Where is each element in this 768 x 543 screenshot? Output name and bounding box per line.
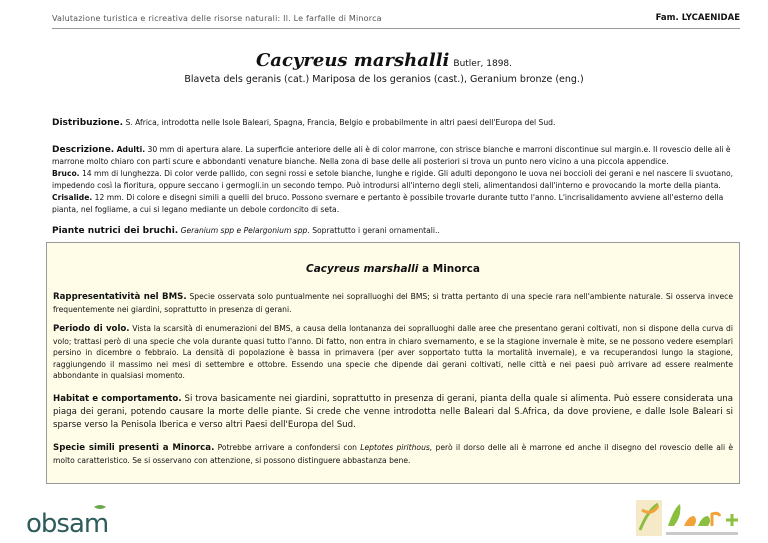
obsam-logo xyxy=(24,503,134,539)
bms-section xyxy=(53,291,733,315)
habitat-text: Si trova basicamente nei giardini, soprattutto in presenza di gerani, pianta della quale si alimenta. Può essere considerata una piaga dei gerani, potendo causare la morte delle piante. Si crede che venne introdotta nelle Baleari dal S.Africa, da dove proviene, e dalle Isole Baleari si sparse verso la Penisola Iberica e verso altri Paesi dell'Europa del Sud. xyxy=(53,394,734,430)
header-divider xyxy=(52,28,740,29)
species-title xyxy=(0,50,768,71)
species-name: Cacyreus marshalli xyxy=(255,50,450,71)
distribution-section xyxy=(52,117,742,129)
header-doc-title: Valutazione turistica e ricreativa delle risorse naturali: Il. Le farfalle di Minorca xyxy=(52,14,382,23)
description-section xyxy=(52,144,742,216)
description-label: Descrizione. xyxy=(52,145,115,155)
similar-species: Leptotes pirithous, xyxy=(360,443,433,452)
flight-label: Periodo di volo. xyxy=(53,324,130,334)
larva-text: 14 mm di lunghezza. Di color verde pallido, con segni rossi e setole bianche, lunghe e rigide. Gli adulti depongono le uova nei boccioli dei gerani e nel nascere li svuotano, impedendo così la fioritura, oppure seccano i germogli.in un secondo tempo. Può introdursi all'interno degli steli, alimentandosi dall'interno e provocando la morte della pianta. xyxy=(52,169,734,190)
minorca-title-rest: a Minorca xyxy=(422,263,480,275)
adult-text: 30 mm di apertura alare. La superficie anteriore delle ali è di color marrone, con strisce bianche e marroni discontinue sul margin.e. Il rovescio delle ali è marrone molto chiaro con parti scure e abbondanti venature bianche. Nella zona di base delle ali posteriori si trova un punto nero vicino a una piccola appendice. xyxy=(52,145,731,166)
flight-text: Vista la scarsità di enumerazioni del BMS, a causa della lontananza dei sopralluoghi dalle aree che presentano gerani coltivati, non si dispone della curva di volo; trattasi però di una specie che vola durante quasi tutto l'anno. Di fatto, non entra in chiaro svernamento, e se la stagione invernale è mite, se ne possono vedere esemplari persino in dicembre o febbraio. La densità di popolazione è bassa in primavera (per aver sopportato tutta la mortalità invernale), e va recuperandosi lungo la stagione, raggiungendo il massimo nei mesi di settembre e ottobre. Essendo una specie che dipende dai gerani coltivati, nelle città e nei paesi può arrivare ad essere realmente abbondante in qualsiasi momento. xyxy=(53,324,733,380)
larva-label: Bruco. xyxy=(52,169,80,178)
species-author: Butler, 1898. xyxy=(453,59,513,69)
similar-text-2: però il dorso delle ali è marrone ed anche il disegno del rovescio delle ali è molto caratteristico. Se si osservano con attenzione, si possono distinguere abbastanza bene. xyxy=(53,443,734,465)
food-plants: Geranium spp e Pelargonium spp. xyxy=(180,226,310,235)
pupa-text: 12 mm. Di colore e disegni simili a quelli del bruco. Possono svernare e pertanto è possibile trovarle durante tutto l'anno. L'incrisalidamento avviene all'esterno della pianta, nel fogliame, a cui si legano mediante un debole cordoncito di seta. xyxy=(52,193,724,214)
obsam-logo-text: obsam xyxy=(26,509,109,539)
minorca-title-species: Cacyreus marshalli xyxy=(306,263,419,275)
leader-logo-icon xyxy=(636,496,740,540)
food-text: Soprattutto i gerani ornamentali.. xyxy=(312,226,440,235)
flight-section xyxy=(53,323,733,382)
habitat-section xyxy=(53,393,733,432)
adult-label: Adulti. xyxy=(116,145,146,154)
header-family: Fam. LYCAENIDAE xyxy=(655,13,740,23)
distribution-label: Distribuzione. xyxy=(52,118,124,128)
habitat-label: Habitat e comportamento. xyxy=(53,394,182,404)
similar-label: Specie simili presenti a Minorca. xyxy=(53,443,215,453)
food-label: Piante nutrici dei bruchi. xyxy=(52,226,179,236)
minorca-box xyxy=(46,242,740,484)
minorca-title xyxy=(47,263,739,275)
food-plants-section xyxy=(52,225,742,237)
similar-text-1: Potrebbe arrivare a confondersi con xyxy=(217,443,357,452)
bms-text: Specie osservata solo puntualmente nei sopralluoghi del BMS; si tratta pertanto di una specie rara nell'ambiente naturale. Si osserva invece frequentemente nei giardini, soprattutto in presenza di gerani. xyxy=(53,292,733,314)
leader-logo xyxy=(636,496,740,540)
bms-label: Rappresentatività nel BMS. xyxy=(53,292,187,302)
obsam-leaf-icon xyxy=(24,503,134,539)
page-header xyxy=(52,12,740,28)
similar-section xyxy=(53,442,733,466)
common-names: Blaveta dels geranis (cat.) Mariposa de los geranios (cast.), Geranium bronze (eng.) xyxy=(184,74,584,85)
distribution-text: S. Africa, introdotta nelle Isole Baleari, Spagna, Francia, Belgio e probabilmente in altri paesi dell'Europa del Sud. xyxy=(125,118,556,127)
pupa-label: Crisalide. xyxy=(52,193,93,202)
